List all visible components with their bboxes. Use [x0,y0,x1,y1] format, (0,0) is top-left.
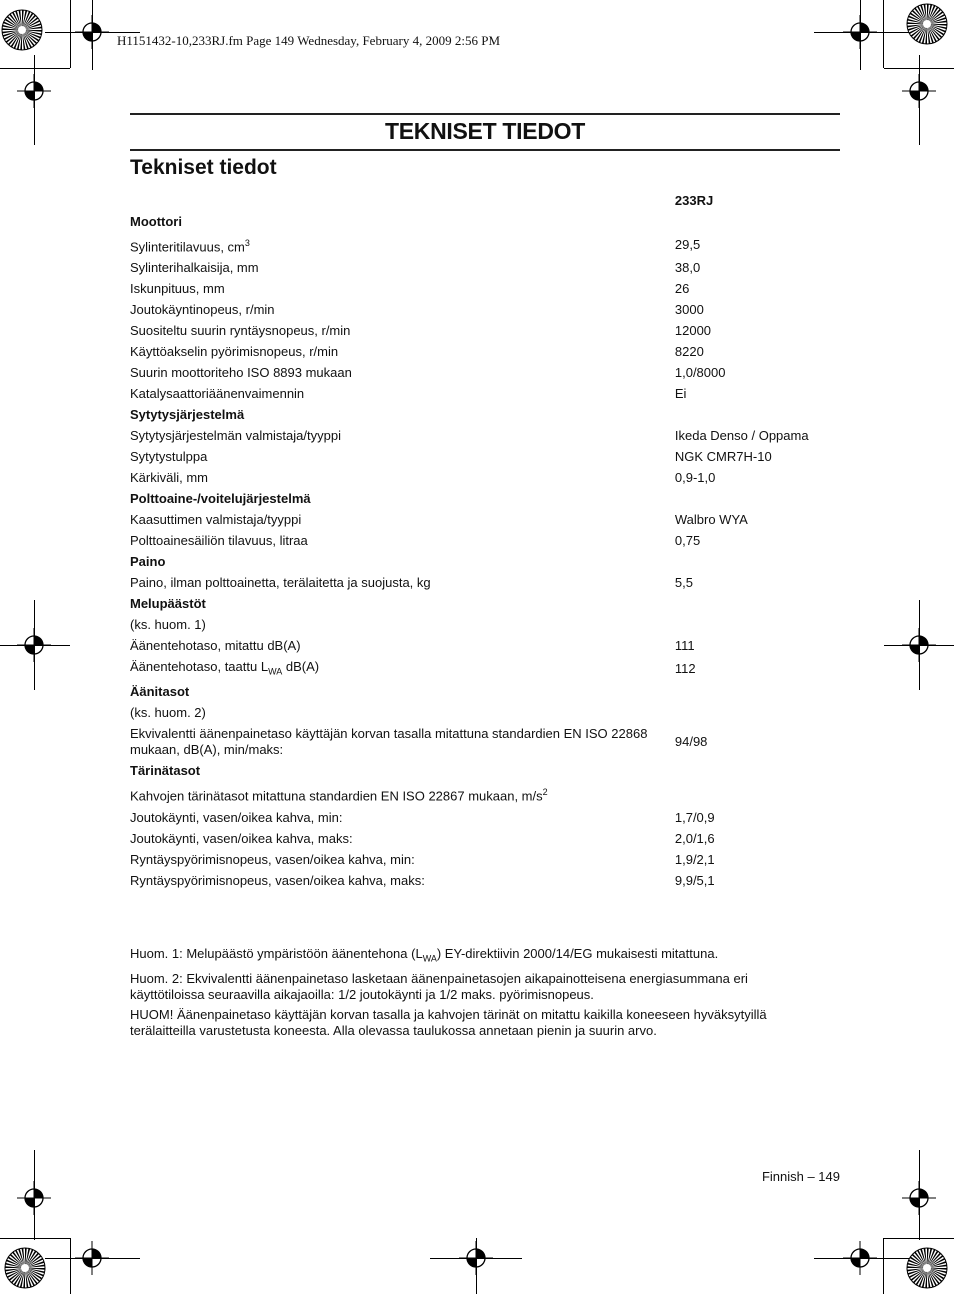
registration-mark-icon [902,74,936,108]
section-label [130,551,675,572]
spec-value: 1,0/8000 [674,364,726,380]
note-2: Huom. 2: Ekvivalentti äänenpainetaso lasketaan äänenpainetasojen aikapainotteisena energiasummana eri käyttötiloissa seuraavilla aikajaoilla: 1/2 joutokäynti ja 1/2 maks. pyörimisnopeus. [130,970,748,1002]
spec-label [130,870,675,891]
table-header-row [130,190,840,211]
label-text: Äänitasot [130,684,190,700]
section-label [130,211,675,232]
section-row [130,761,840,782]
spec-value [675,404,840,425]
spec-value [675,211,840,232]
registration-mark-icon [17,628,51,662]
registration-mark-icon [843,15,877,49]
spec-value: Ikeda Denso / Oppama [674,427,809,443]
star-target-icon [905,1246,949,1290]
registration-mark-icon [902,1181,936,1215]
label-text-after: dB(A) [282,658,320,674]
note-1-text: Huom. 1: Melupäästö ympäristöön äänentehona (L [130,946,423,961]
table-row [130,383,840,404]
label-text: Joutokäynti, vasen/oikea kahva, min: [130,809,343,825]
label-text: Ryntäyspyörimisnopeus, vasen/oikea kahva, maks: [130,872,425,888]
spec-value: 3000 [674,301,704,317]
spec-value: 2,0/1,6 [674,830,715,846]
table-row [130,299,840,320]
label-text: Katalysaattoriäänenvaimennin [130,385,305,401]
label-text: Joutokäyntinopeus, r/min [130,301,275,317]
notes [130,946,820,1043]
model-header: 233RJ [674,192,714,208]
label-text: Sylinterihalkaisija, mm [130,259,259,275]
spec-label [130,383,675,404]
crop-line [0,68,70,69]
page-number: Finnish – 149 [761,1169,840,1184]
spec-label [130,656,675,682]
spec-label [130,572,675,593]
label-text: Tärinätasot [130,763,201,779]
note-3: HUOM! Äänenpainetaso käyttäjän korvan tasalla ja kahvojen tärinät on mitattu kaikilla koneeseen hyväksytyillä terälaitteilla varustetusta koneesta. Alla olevassa taulukossa annetaan pienin ja suurin arvo. [130,1006,767,1038]
spec-label [130,320,675,341]
label-superscript: 2 [542,787,548,798]
spec-value: 1,9/2,1 [674,851,715,867]
label-text: (ks. huom. 1) [130,616,206,632]
spec-value: 1,7/0,9 [674,809,715,825]
spec-label [130,425,675,446]
spec-value: 12000 [674,322,712,338]
label-text: Melupäästöt [130,595,206,611]
label-text: Joutokäynti, vasen/oikea kahva, maks: [130,830,353,846]
section-label [130,761,675,782]
registration-mark-icon [75,15,109,49]
spec-value: 29,5 [674,236,701,252]
label-text: Sytytysjärjestelmä [130,406,245,422]
crop-line [883,1238,884,1294]
crop-line [70,0,71,68]
table-row [130,278,840,299]
section-label [130,682,675,703]
spec-value: Walbro WYA [674,511,748,527]
crop-line [70,1238,71,1294]
spec-value [675,761,840,782]
label-text: Sytytystulppa [130,448,208,464]
note-1-text-after: ) EY-direktiivin 2000/14/EG mukaisesti mitattuna. [436,946,719,961]
registration-mark-icon [17,1181,51,1215]
label-text: Paino [130,553,166,569]
table-row [130,257,840,278]
table-row [130,232,840,257]
table-row [130,362,840,383]
section-row [130,593,840,614]
spec-label [130,530,675,551]
spec-value: 9,9/5,1 [674,872,715,888]
section-label [130,404,675,425]
label-text: Sytytysjärjestelmän valmistaja/tyyppi [130,427,341,443]
table-row [130,807,840,828]
table-row [130,703,840,724]
table-row [130,425,840,446]
table-row [130,530,840,551]
table-row [130,320,840,341]
spec-label [130,257,675,278]
label-text: Polttoainesäiliön tilavuus, litraa [130,532,308,548]
spec-value: 38,0 [674,259,701,275]
spec-value [675,703,840,724]
spec-label [130,614,675,635]
label-superscript: 3 [244,237,250,248]
registration-mark-icon [459,1241,493,1275]
spec-label [130,446,675,467]
spec-value: NGK CMR7H-10 [674,448,772,464]
star-target-icon [0,8,44,52]
note-1 [130,946,820,967]
page-title: TEKNISET TIEDOT [385,118,585,144]
section-heading: Tekniset tiedot [130,156,277,179]
table-row [130,572,840,593]
label-text: Kaasuttimen valmistaja/tyyppi [130,511,302,527]
spec-table [130,190,840,891]
table-row [130,467,840,488]
spec-label [130,724,675,761]
label-text: Käyttöakselin pyörimisnopeus, r/min [130,343,339,359]
spec-value: 0,75 [674,532,701,548]
table-row [130,509,840,530]
spec-label [130,509,675,530]
table-row [130,870,840,891]
spec-value [675,551,840,572]
note-1-subscript: WA [422,953,437,964]
label-text: (ks. huom. 2) [130,705,206,721]
star-target-icon [3,1246,47,1290]
table-row [130,828,840,849]
spec-value [675,782,840,807]
label-text: Suurin moottoriteho ISO 8893 mukaan [130,364,352,380]
label-text: Ryntäyspyörimisnopeus, vasen/oikea kahva, min: [130,851,415,867]
star-target-icon [905,2,949,46]
title-bottom-rule [130,149,840,151]
spec-label [130,782,675,807]
spec-value: 26 [674,280,690,296]
registration-mark-icon [75,1241,109,1275]
label-text: Sylinteritilavuus, cm [130,238,245,254]
section-row [130,551,840,572]
label-text: Suositeltu suurin ryntäysnopeus, r/min [130,322,351,338]
spec-label [130,278,675,299]
label-text: Paino, ilman polttoainetta, terälaitetta ja suojusta, kg [130,574,431,590]
title-top-rule [130,113,840,115]
section-row [130,682,840,703]
table-row [130,341,840,362]
table-row [130,614,840,635]
label-text: Ekvivalentti äänenpainetaso käyttäjän korvan tasalla mitattuna standardien EN ISO 22868 mukaan, dB(A), min/maks: [130,726,648,758]
registration-mark-icon [902,628,936,662]
spec-label [130,341,675,362]
table-row [130,724,840,761]
spec-label [130,362,675,383]
section-label [130,488,675,509]
spec-value: 8220 [674,343,704,359]
spec-label [130,849,675,870]
section-label [130,593,675,614]
spec-value: 5,5 [674,574,693,590]
spec-value: 112 [674,661,696,677]
spec-value: 94/98 [674,734,708,750]
table-row [130,656,840,682]
label-text: Kahvojen tärinätasot mitattuna standardien EN ISO 22867 mukaan, m/s [130,788,543,804]
section-row [130,488,840,509]
file-info-header: H1151432-10,233RJ.fm Page 149 Wednesday, February 4, 2009 2:56 PM [117,33,501,48]
table-row [130,635,840,656]
label-subscript: WA [268,666,283,677]
spec-value [675,682,840,703]
spec-label [130,232,675,257]
spec-value [675,614,840,635]
table-row [130,782,840,807]
spec-value [675,488,840,509]
spec-value: 0,9-1,0 [674,469,716,485]
label-text: Moottori [130,213,182,229]
label-text: Äänentehotaso, mitattu dB(A) [130,637,301,653]
spec-value: 111 [674,637,695,653]
spec-label [130,828,675,849]
label-text: Polttoaine-/voitelujärjestelmä [130,490,311,506]
header-spacer [130,190,675,211]
spec-value: Ei [674,385,687,401]
label-text: Kärkiväli, mm [130,469,209,485]
spec-label [130,299,675,320]
spec-label [130,467,675,488]
spec-label [130,635,675,656]
label-text: Iskunpituus, mm [130,280,225,296]
spec-label [130,807,675,828]
crop-line [0,1238,70,1239]
crop-line [883,0,884,68]
section-row [130,211,840,232]
spec-label [130,703,675,724]
section-row [130,404,840,425]
table-row [130,446,840,467]
registration-mark-icon [17,74,51,108]
label-text: Äänentehotaso, taattu L [130,658,269,674]
table-row [130,849,840,870]
registration-mark-icon [843,1241,877,1275]
spec-value [675,593,840,614]
